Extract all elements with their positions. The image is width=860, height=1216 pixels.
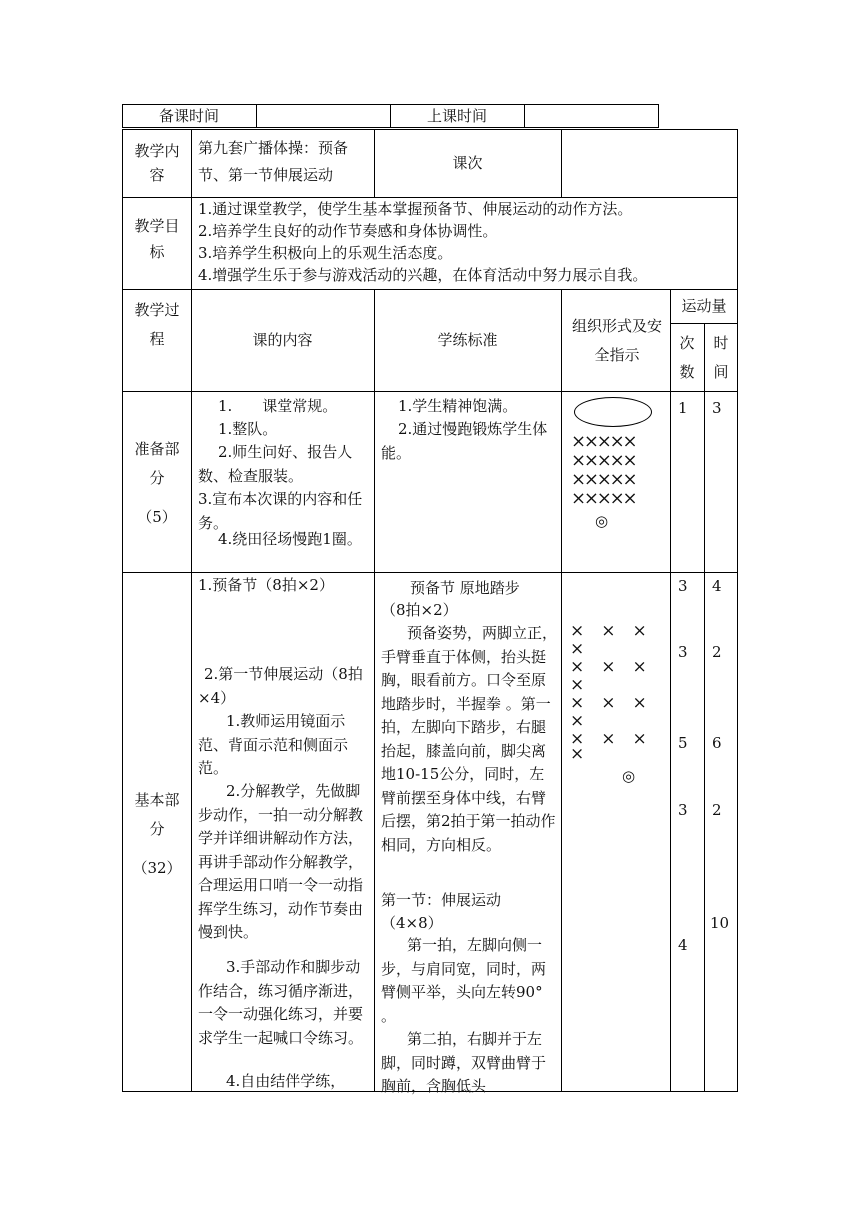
basic-time-5: 10 xyxy=(710,914,730,932)
prep-standard-1: 1.学生精神饱满。 xyxy=(398,397,518,415)
prep-minutes: （5） xyxy=(137,508,177,526)
basic-time-1: 4 xyxy=(712,577,722,595)
basic-content-6: 4.自由结伴学练， xyxy=(226,1072,346,1090)
basic-standard-7: 第二拍，右脚并于左脚，同时蹲，双臂曲臂于胸前，含胸低头 xyxy=(381,1030,547,1095)
content-label: 教学内容 xyxy=(134,142,180,184)
vline-org xyxy=(561,289,562,1092)
basic-count-1: 3 xyxy=(678,577,688,595)
basic-standard-2: （8拍×2） xyxy=(381,601,458,619)
basic-content-4: 2.分解教学，先做脚步动作，一拍一动分解教学并详细讲解动作方法，再讲手部动作分解教学，合理运用口哨一令一动指挥学生练习，动作节奏由慢到快。 xyxy=(198,782,364,941)
basic-count-5: 4 xyxy=(678,936,688,954)
vline-lesson-top xyxy=(561,129,562,197)
basic-content-5: 3.手部动作和脚步动作结合，练习循序渐进，一令一动强化练习，并要求学生一起喊口令练习。 xyxy=(198,958,364,1047)
basic-formation-row-8: × xyxy=(570,744,585,764)
load-header: 运动量 xyxy=(681,297,727,315)
prep-content-5: 4.绕田径场慢跑1圈。 xyxy=(218,530,362,548)
basic-time-4: 2 xyxy=(712,801,722,819)
hline-3 xyxy=(122,391,738,392)
basic-content-3: 1.教师运用镜面示范、背面示范和侧面示范。 xyxy=(198,712,349,777)
hline-2 xyxy=(122,289,738,290)
basic-teacher-mark: ◎ xyxy=(622,767,636,785)
basic-time-3: 6 xyxy=(712,734,722,752)
vline-count-time xyxy=(704,323,705,1092)
basic-formation-row-1: × × × xyxy=(570,621,647,641)
prep-formation-row-2: ××××× xyxy=(571,450,636,471)
basic-standard-4: 第一节：伸展运动 xyxy=(381,891,502,909)
vline-label xyxy=(191,129,192,1092)
basic-content-2: 2.第一节伸展运动（8拍×4） xyxy=(198,665,363,707)
goal-item-3: 3.培养学生积极向上的乐观生活态度。 xyxy=(198,244,453,262)
basic-standard-6: 第一拍，左脚向侧一步，与肩同宽，同时，两臂侧平举，头向左转90° 。 xyxy=(381,936,547,1025)
standard-col-header: 学练标准 xyxy=(437,331,498,349)
prep-count: 1 xyxy=(678,399,688,417)
prep-formation-row-4: ××××× xyxy=(571,488,636,509)
basic-count-2: 3 xyxy=(678,643,688,661)
basic-formation-row-6: × xyxy=(570,711,585,731)
basic-count-4: 3 xyxy=(678,801,688,819)
basic-minutes: （32） xyxy=(132,859,182,877)
prep-content-3: 2.师生问好、报告人数、检查服装。 xyxy=(198,443,353,485)
content-col-header: 课的内容 xyxy=(252,331,313,349)
prep-label: 准备部分 xyxy=(134,440,180,487)
header-divider-3 xyxy=(524,104,525,128)
prep-content-4: 3.宣布本次课的内容和任务。 xyxy=(198,490,363,532)
vline-content xyxy=(374,289,375,1092)
time-header: 时间 xyxy=(713,334,729,381)
prep-time: 3 xyxy=(712,399,722,417)
basic-time-2: 2 xyxy=(712,643,722,661)
vline-load xyxy=(670,289,671,1092)
running-track-oval xyxy=(574,397,652,427)
basic-formation-row-2: × xyxy=(570,639,585,659)
count-header: 次数 xyxy=(679,334,695,381)
basic-standard-1: 预备节 原地踏步 xyxy=(410,579,520,597)
basic-formation-row-3: × × × xyxy=(570,657,647,677)
basic-formation-row-7: × × × xyxy=(570,729,647,749)
goal-item-1: 1.通过课堂教学，使学生基本掌握预备节、伸展运动的动作方法。 xyxy=(198,200,633,218)
prep-standard-2: 2.通过慢跑锻炼学生体能。 xyxy=(381,420,548,462)
goal-item-2: 2.培养学生良好的动作节奏感和身体协调性。 xyxy=(198,222,498,240)
basic-count-3: 5 xyxy=(678,734,688,752)
prep-content-2: 1.整队。 xyxy=(218,420,278,438)
basic-standard-3: 预备姿势，两脚立正，手臂垂直于体侧，抬头挺胸，眼看前方。口令至原地踏步时，半握拳 。第一拍，左脚向下踏步，右腿抬起，膝盖向前，脚尖离地10-15公分，同时，左臂前摆至身体中线，右臂后摆，第2拍于第一拍动作相同，方向相反。 xyxy=(381,624,558,854)
lesson-label: 课次 xyxy=(452,154,483,172)
basic-formation-row-5: × × × xyxy=(570,693,647,713)
prep-time-label: 备课时间 xyxy=(158,107,219,125)
hline-1 xyxy=(122,197,738,198)
class-time-label: 上课时间 xyxy=(426,107,487,125)
prep-formation-row-1: ××××× xyxy=(571,431,636,452)
header-divider-1 xyxy=(256,104,257,128)
goal-item-4: 4.增强学生乐于参与游戏活动的兴趣，在体育活动中努力展示自我。 xyxy=(198,266,648,284)
goals-label: 教学目标 xyxy=(134,217,180,261)
basic-standard-5: （4×8） xyxy=(381,914,443,932)
hline-4 xyxy=(122,572,738,573)
prep-content-1: 1. 课堂常规。 xyxy=(218,397,338,415)
basic-formation-row-4: × xyxy=(570,675,585,695)
basic-label: 基本部分 xyxy=(134,791,180,838)
content-text: 第九套广播体操：预备节、第一节伸展运动 xyxy=(198,139,349,184)
org-col-header: 组织形式及安全指示 xyxy=(571,317,662,364)
basic-content-1: 1.预备节（8拍×2） xyxy=(198,576,334,594)
prep-formation-row-3: ××××× xyxy=(571,469,636,490)
prep-teacher-mark: ◎ xyxy=(595,512,609,530)
process-label: 教学过程 xyxy=(134,301,180,348)
